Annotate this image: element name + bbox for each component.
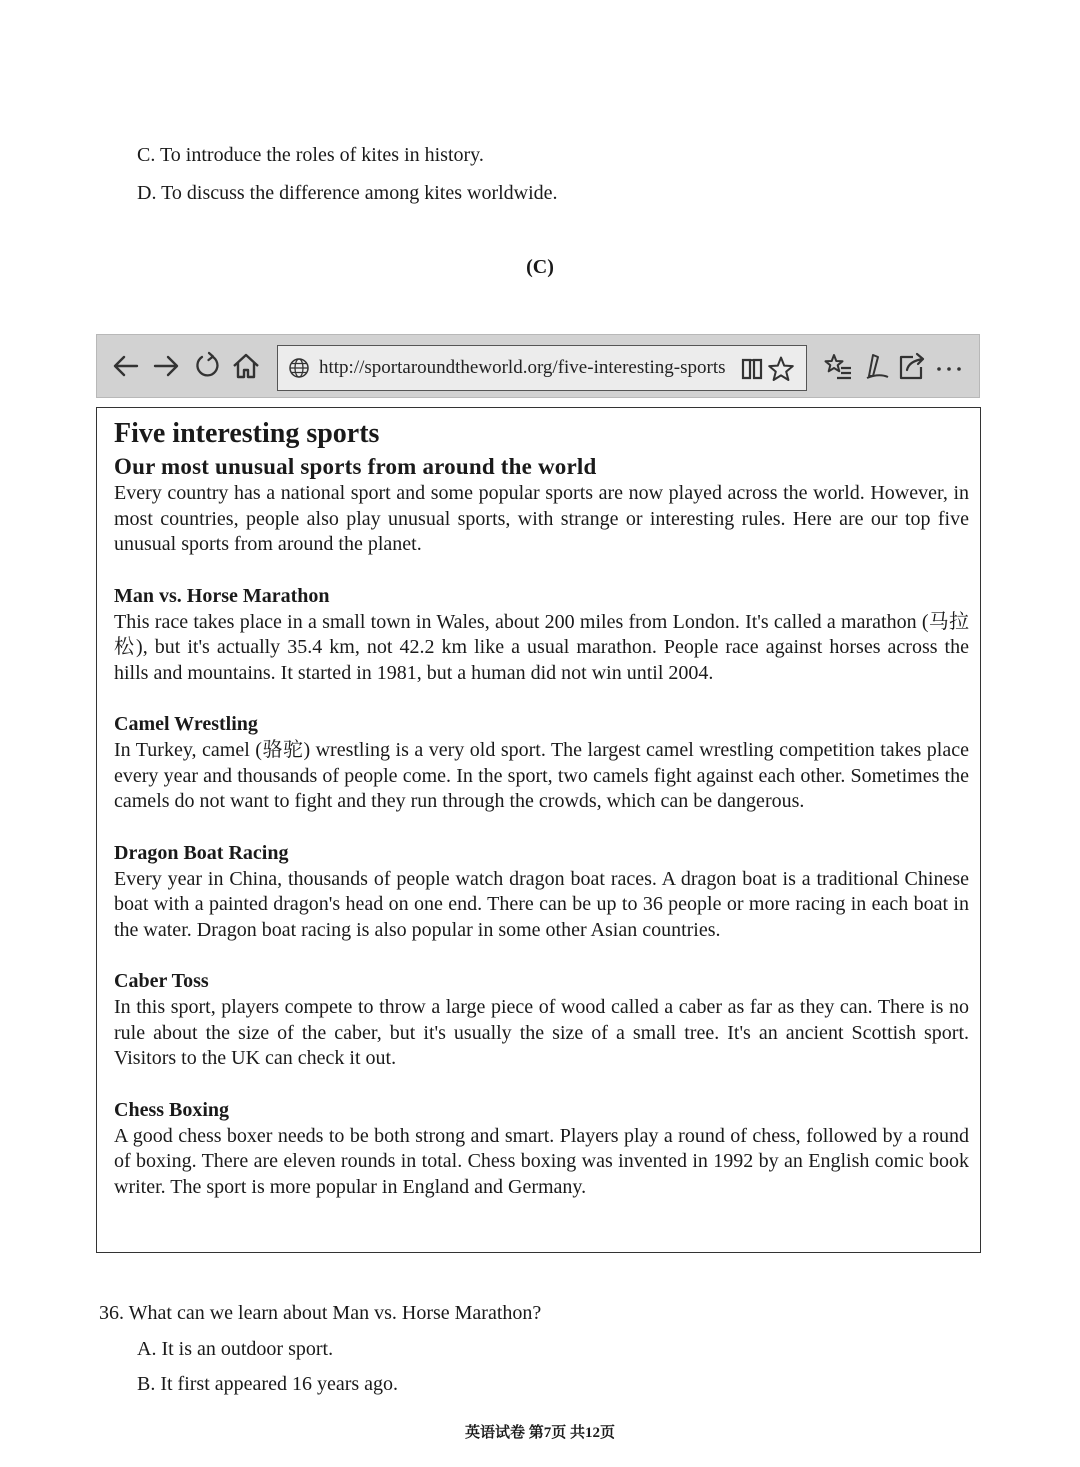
answer-option-a[interactable]: A. It is an outdoor sport. <box>137 1338 334 1360</box>
sport-description: Every year in China, thousands of people watch dragon boat races. A dragon boat is a traditional Chinese boat with a painted dragon's head on one end. There can be up to 36 people or more racing in each boat in the water. Dragon boat racing is also popular in some other Asian countries. <box>114 867 969 941</box>
answer-option-b[interactable]: B. It first appeared 16 years ago. <box>137 1373 399 1395</box>
sport-section <box>114 840 969 944</box>
sport-section <box>114 968 969 1072</box>
question-36: 36. What can we learn about Man vs. Horse Marathon? <box>99 1302 542 1324</box>
intro-paragraph: Every country has a national sport and some popular sports are now played across the world. However, in most countries, people also play unusual sports, with strange or interesting rules. Here are our top five unusual sports from around the planet. <box>114 482 969 555</box>
option-d: D. To discuss the difference among kites worldwide. <box>137 182 558 204</box>
sport-section <box>114 1097 969 1201</box>
page-subtitle: Our most unusual sports from around the world <box>114 454 597 479</box>
sport-description: A good chess boxer needs to be both strong and smart. Players play a round of chess, followed by a round of boxing. There are eleven rounds in total. Chess boxing was invented in 1992 by an English comic book writer. The sport is more popular in England and Germany. <box>114 1124 969 1198</box>
back-arrow-icon[interactable] <box>111 351 141 381</box>
sport-section <box>114 711 969 815</box>
share-icon[interactable] <box>897 351 927 381</box>
sport-title: Chess Boxing <box>114 1098 230 1121</box>
globe-icon <box>288 357 310 379</box>
sport-description: In this sport, players compete to throw a large piece of wood called a caber as far as they can. There is no rule about the size of the caber, but it's usually the size of a small tree. It's an ancient Scottish sport. Visitors to the UK can check it out. <box>114 996 969 1069</box>
forward-arrow-icon[interactable] <box>151 351 181 381</box>
sport-section <box>114 583 969 687</box>
star-icon[interactable] <box>767 355 795 383</box>
more-icon[interactable] <box>935 351 965 381</box>
favorites-list-icon[interactable] <box>823 351 853 381</box>
url-text[interactable]: http://sportaroundtheworld.org/five-interesting-sports <box>319 357 726 378</box>
sport-title: Camel Wrestling <box>114 713 258 735</box>
sport-title: Dragon Boat Racing <box>114 841 289 864</box>
reading-view-icon[interactable] <box>740 356 764 382</box>
home-icon[interactable] <box>231 351 261 381</box>
section-label: (C) <box>526 256 554 278</box>
sport-title: Man vs. Horse Marathon <box>114 584 330 607</box>
browser-toolbar <box>96 334 980 398</box>
refresh-icon[interactable] <box>192 351 222 381</box>
sport-description: In Turkey, camel (骆驼) wrestling is a very old sport. The largest camel wrestling competition takes place every year and thousands of people come. In the sport, two camels fight against each other. Sometimes the camels do not want to fight and they run through the crowds, which can be dangerous. <box>114 739 969 812</box>
page-title: Five interesting sports <box>114 418 380 449</box>
sport-title: Caber Toss <box>114 970 209 992</box>
address-bar[interactable] <box>277 345 807 391</box>
sport-description: This race takes place in a small town in Wales, about 200 miles from London. It's called a marathon (马拉松), but it's actually 35.4 km, not 42.2 km like a usual marathon. People race against horses across the hills and mountains. It started in 1981, but a human did not win until 2004. <box>114 610 969 684</box>
web-page-content <box>96 407 981 1253</box>
pen-icon[interactable] <box>861 351 891 381</box>
option-c: C. To introduce the roles of kites in history. <box>137 144 484 166</box>
page-footer: 英语试卷 第7页 共12页 <box>464 1425 615 1441</box>
